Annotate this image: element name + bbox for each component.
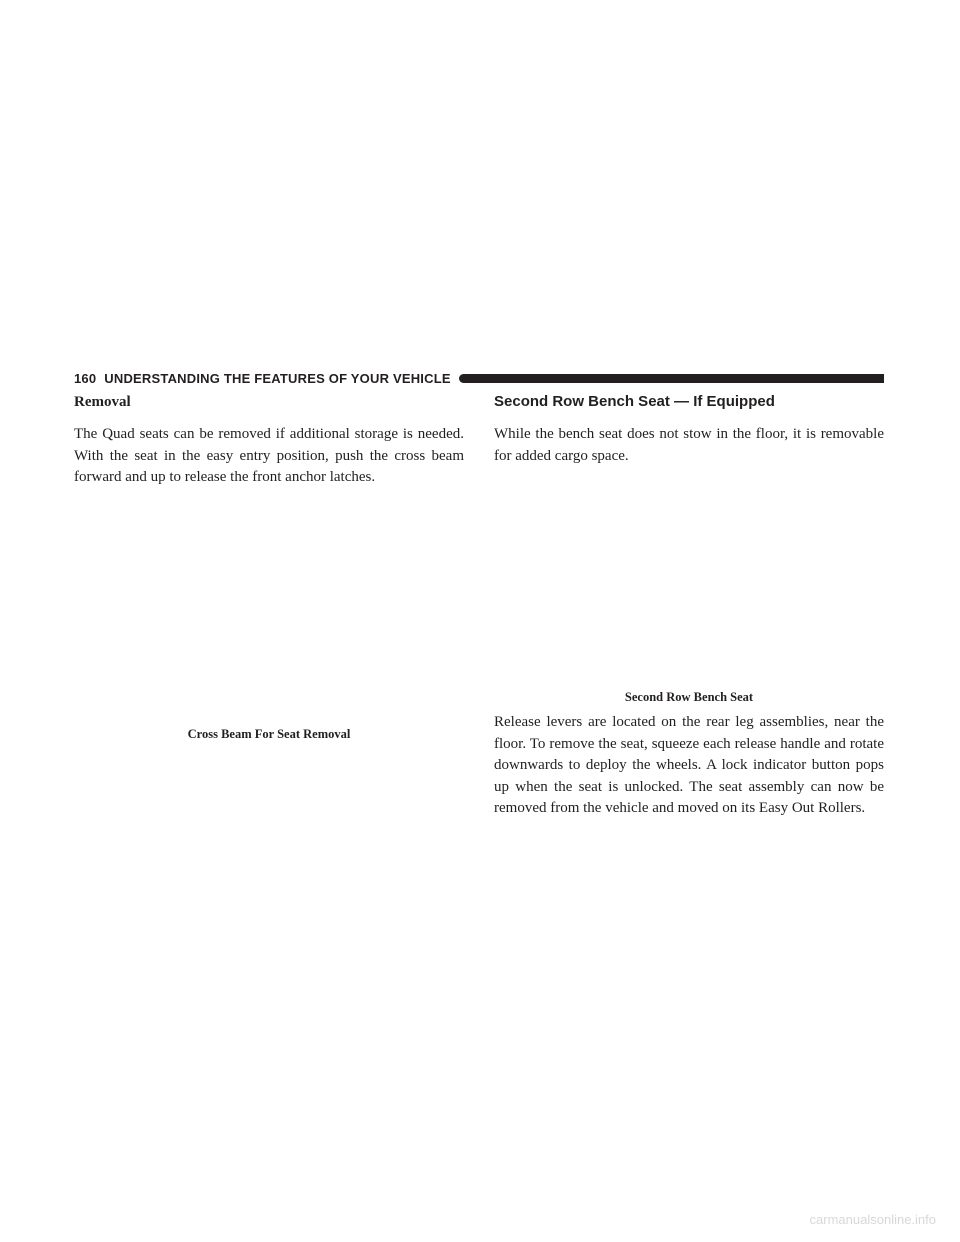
bench-seat-caption: Second Row Bench Seat [624, 690, 754, 704]
header-rule [459, 374, 884, 383]
bench-seat-figure [494, 465, 884, 685]
removal-subheading: Removal [74, 394, 131, 410]
right-column [494, 392, 884, 467]
chapter-title: UNDERSTANDING THE FEATURES OF YOUR VEHICLE [104, 370, 451, 386]
watermark-link[interactable]: carmanualsonline.info [809, 1212, 936, 1227]
page-number: 160 [74, 370, 97, 386]
release-levers-block [494, 712, 884, 820]
left-column [74, 392, 464, 489]
bench-seat-heading: Second Row Bench Seat — If Equipped [494, 393, 775, 410]
cross-beam-figure [74, 495, 464, 723]
page-header [74, 367, 884, 389]
removal-paragraph: The Quad seats can be removed if additional storage is needed. With the seat in the easy entry position, push the cross beam forward and up to release the front anchor latches. [74, 426, 464, 485]
bench-seat-paragraph: While the bench seat does not stow in the floor, it is removable for added cargo space. [494, 426, 884, 464]
cross-beam-caption: Cross Beam For Seat Removal [187, 727, 351, 741]
release-levers-paragraph: Release levers are located on the rear leg assemblies, near the floor. To remove the seat, squeeze each release handle and rotate downwards to deploy the wheels. A lock indicator button pops up when the seat is unlocked. The seat assembly can now be removed from the vehicle and moved on its Easy Out Rollers. [494, 714, 884, 816]
